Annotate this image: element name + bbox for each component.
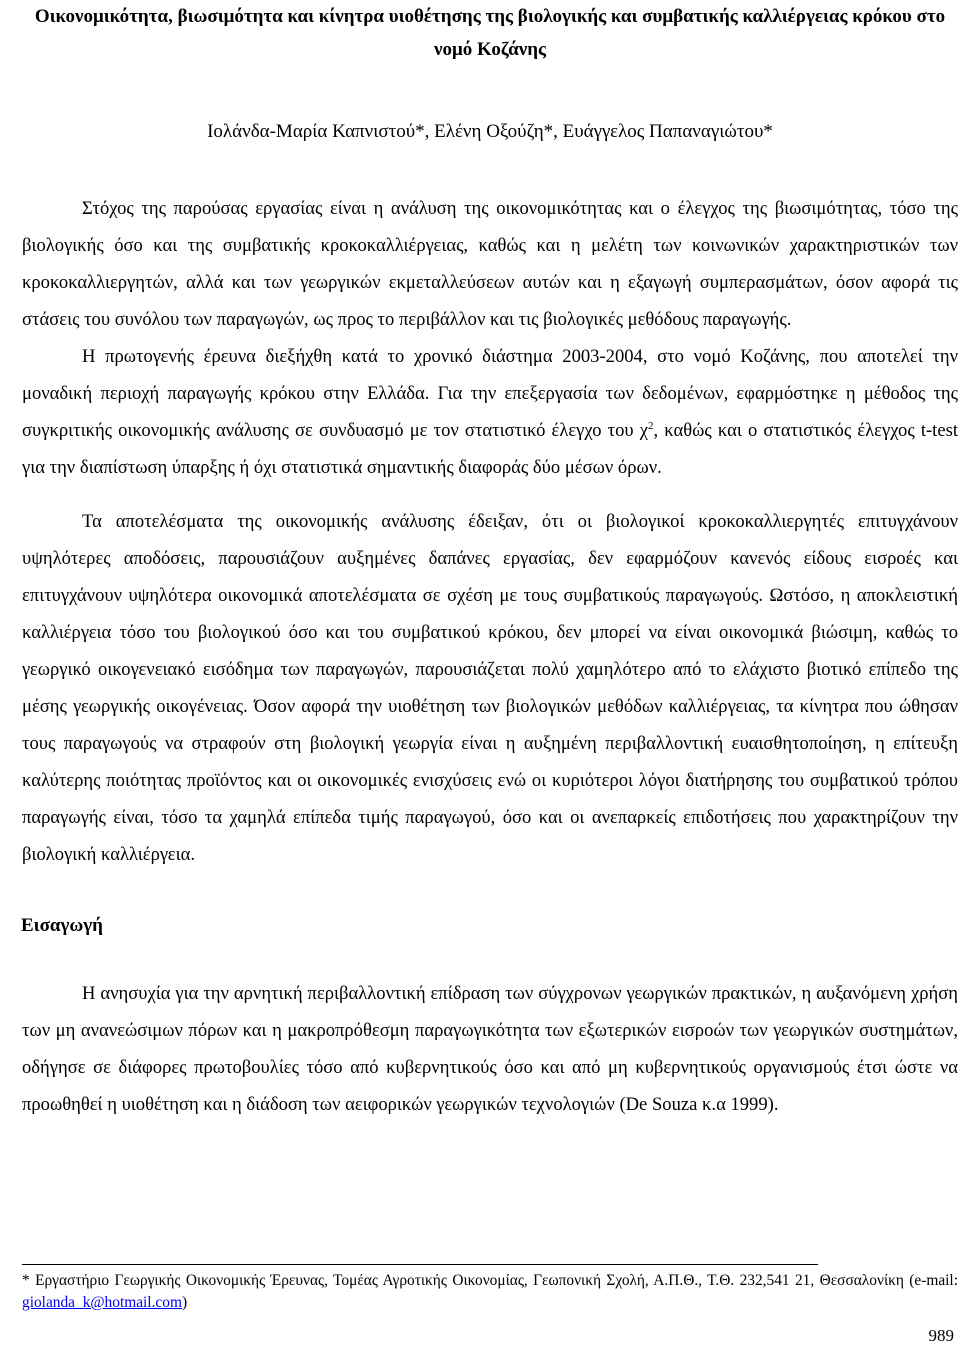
footnote-close: ) — [181, 1294, 188, 1311]
abstract-paragraph-2-text-end: , καθώς και ο στατιστικός έλεγχος t-test για την διαπίστωση ύπαρξης ή όχι στατιστικά σημαντικής διαφοράς δύο μέσων όρων. — [22, 420, 959, 478]
paper-title: Οικονομικότητα, βιωσιμότητα και κίνητρα υιοθέτησης της βιολογικής και συμβατικής καλλιέργειας κρόκου στο νομό Κοζάνης — [34, 6, 946, 60]
introduction-paragraph-1: Η ανησυχία για την αρνητική περιβαλλοντική επίδραση των σύγχρονων γεωργικών πρακτικών, η αυξανόμενη χρήση των μη ανανεώσιμων πόρων και η μακροπρόθεσμη παραγωγικότητα των εξωτερικών εισροών των γεωργικών συστημάτων, οδήγησε σε διάφορες πρωτοβουλίες τόσο από κυβερνητικούς όσο και από μη κυβερνητικούς οργανισμούς έτσι ώστε να προωθηθεί η υιοθέτηση και η διάδοση των αειφορικών γεωργικών τεχνολογιών (De Souza κ.α 1999). — [22, 983, 958, 1115]
footnote-text: * Εργαστήριο Γεωργικής Οικονομικής Έρευνας, Τομέας Αγροτικής Οικονομίας, Γεωπονική Σχολή, Α.Π.Θ., Τ.Θ. 232,541 21, Θεσσαλονίκη (e-mail: — [22, 1272, 958, 1289]
footnote — [22, 1270, 958, 1314]
footnote-divider — [22, 1264, 818, 1265]
paper-page — [22, 0, 958, 1123]
author-list: Ιολάνδα-Μαρία Καπνιστού*, Ελένη Οξούζη*, Ευάγγελος Παπαναγιώτου* — [207, 121, 773, 142]
page-number: 989 — [928, 1326, 954, 1345]
abstract-paragraph-2 — [22, 338, 958, 486]
chi-square-superscript: 2 — [648, 419, 654, 432]
abstract-paragraph-3: Τα αποτελέσματα της οικονομικής ανάλυσης έδειξαν, ότι οι βιολογικοί κροκοκαλλιεργητές επιτυγχάνουν υψηλότερες αποδόσεις, παρουσιάζουν αυξημένες δαπάνες εργασίας, δεν εφαρμόζουν κανενός είδους εισροές και επιτυγχάνουν υψηλότερα οικονομικά αποτελέσματα σε σχέση με τους συμβατικούς παραγωγούς. Ωστόσο, η αποκλειστική καλλιέργεια τόσο του βιολογικού όσο και του συμβατικού κρόκου, δεν μπορεί να είναι οικονομικά βιώσιμη, καθώς το γεωργικό οικογενειακό εισόδημα των παραγωγών, παρουσιάζεται πολύ χαμηλότερο από το ελάχιστο βιοτικό επίπεδο της μέσης γεωργικής οικογένειας. Όσον αφορά την υιοθέτηση των βιολογικών μεθόδων καλλιέργειας, τα κίνητρα που ώθησαν τους παραγωγούς να στραφούν στη βιολογική γεωργία είναι η αυξημένη περιβαλλοντική ευαισθητοποίηση, η επίτευξη καλύτερης ποιότητας προϊόντος και οι οικονομικές ενισχύσεις ενώ οι κυριότεροι λόγοι διατήρησης του συμβατικού τρόπου παραγωγής είναι, τόσο τα χαμηλά επίπεδα τιμής παραγωγού, όσο και οι ανεπαρκείς επιδοτήσεις που χαρακτηρίζουν την βιολογική καλλιέργεια. — [22, 511, 958, 865]
section-heading-introduction: Εισαγωγή — [21, 915, 103, 936]
abstract-paragraph-1: Στόχος της παρούσας εργασίας είναι η ανάλυση της οικονομικότητας και ο έλεγχος της βιωσιμότητας, τόσο της βιολογικής όσο και της συμβατικής κροκοκαλλιέργειας, καθώς και η μελέτη των κοινωνικών χαρακτηριστικών των κροκοκαλλιεργητών, αλλά και των γεωργικών εκμεταλλεύσεων αυτών και η εξαγωγή συμπερασμάτων, όσον αφορά τις στάσεις του συνόλου των παραγωγών, ως προς το περιβάλλον και τις βιολογικές μεθόδους παραγωγής. — [22, 198, 958, 330]
abstract-paragraph-2-text: Η πρωτογενής έρευνα διεξήχθη κατά το χρονικό διάστημα 2003-2004, στο νομό Κοζάνης, που αποτελεί την μοναδική περιοχή παραγωγής κρόκου στην Ελλάδα. Για την επεξεργασία των δεδομένων, εφαρμόστηκε η μέθοδος της συγκριτικής οικονομικής ανάλυσης σε συνδυασμό με τον στατιστικό έλεγχο του χ — [22, 346, 958, 441]
email-link[interactable]: giolanda_k@hotmail.com — [22, 1294, 182, 1311]
